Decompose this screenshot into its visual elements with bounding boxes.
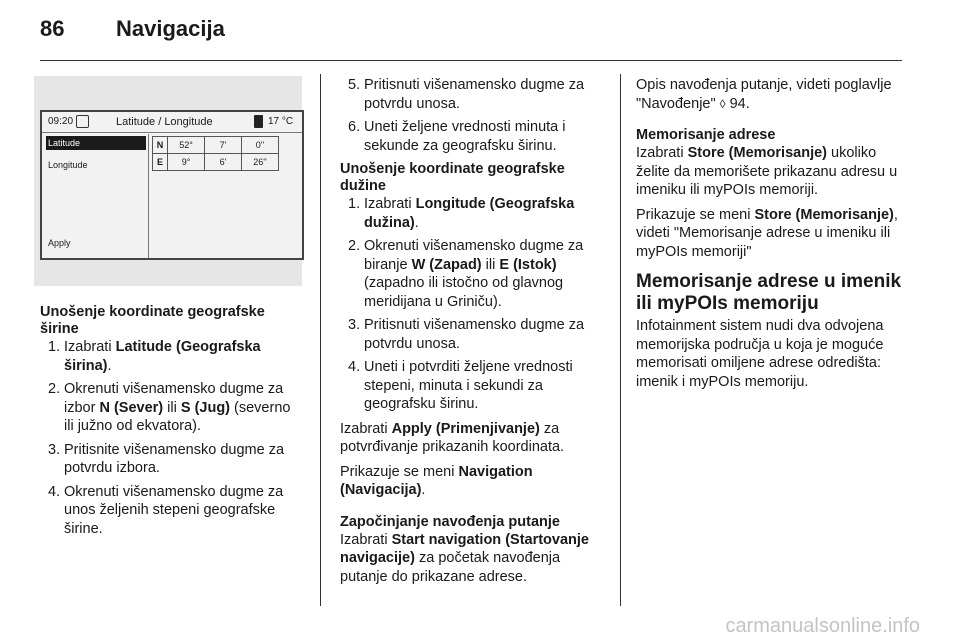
coord-sec: 26'': [242, 154, 279, 171]
step-bold: N (Sever): [99, 399, 164, 416]
step-text: (severno ili južno od ekvatora).: [64, 399, 291, 434]
para-text: 94.: [725, 95, 750, 112]
list-item: [340, 316, 608, 353]
screen-title: Latitude / Longitude: [116, 116, 213, 128]
para-bold: Start navigation (Startovanje navigacije): [340, 531, 589, 566]
heading-line: Unošenje koordinate geografske: [340, 161, 565, 177]
screen-menu-longitude: Longitude: [48, 160, 88, 170]
para-text: Prikazuje se meni: [636, 206, 755, 223]
para-text: Opis navođenja putanje, videti poglavlje "Navođenje": [636, 77, 892, 112]
step-text: Okrenuti višenamensko dugme za biranje: [364, 238, 584, 273]
clock-icon: [76, 115, 89, 128]
para-text: .: [421, 482, 426, 498]
column-divider: [620, 74, 621, 606]
coord-deg: 52°: [168, 137, 205, 154]
screen-separator: [148, 134, 149, 258]
step-text: Izabrati: [364, 196, 416, 212]
step-number: 6.: [348, 119, 361, 135]
list-item: [340, 76, 608, 113]
longitude-heading: [340, 161, 608, 195]
list-item: [340, 195, 608, 232]
screen-apply: Apply: [48, 238, 71, 248]
store-address-heading: Memorisanje adrese: [636, 127, 776, 143]
coord-min: 6': [205, 154, 242, 171]
latitude-heading: [40, 304, 300, 338]
list-item: [40, 483, 300, 539]
store-menu-paragraph: [636, 206, 908, 262]
step-number: 3.: [48, 441, 61, 458]
para-text: za potvrđivanje prikazanih koordinata.: [340, 420, 565, 455]
step-text: ili: [163, 399, 181, 416]
step-number: 4.: [48, 483, 61, 500]
heading-line: širine: [40, 321, 79, 337]
step-text: Pritisnuti višenamensko dugme za potvrdu unosa.: [364, 317, 585, 352]
step-bold: Longitude (Geografska dužina): [364, 196, 575, 231]
step-number: 2.: [348, 238, 361, 254]
para-text: , videti "Memorisanje adrese u imeniku ili myPOIs memoriji": [636, 206, 898, 260]
step-bold: Latitude (Geografska širina): [64, 339, 261, 374]
coord-row: [153, 137, 279, 154]
screen-menu-latitude: Latitude: [46, 136, 146, 150]
step-text: Okrenuti višenamensko dugme za izbor: [64, 381, 284, 416]
column-3: [636, 76, 908, 397]
coord-min: 7': [205, 137, 242, 154]
step-text: Pritisnite višenamensko dugme za potvrdu izbora.: [64, 441, 285, 476]
navigation-paragraph: [340, 463, 608, 500]
screen-status-bar: [42, 112, 302, 133]
step-text: Okrenuti višenamensko dugme za unos željenih stepeni geografske širine.: [64, 483, 284, 537]
coord-deg: 9°: [168, 154, 205, 171]
page-number: 86: [40, 16, 65, 41]
para-bold: Store (Memorisanje): [687, 145, 827, 161]
para-text: Izabrati: [636, 145, 688, 161]
apply-paragraph: [340, 420, 608, 457]
store-paragraph: [636, 144, 908, 200]
intro-paragraph: [636, 76, 908, 113]
step-bold: E (Istok): [499, 256, 557, 273]
screen-temperature: 17 °C: [268, 116, 294, 127]
header-rule: [40, 60, 902, 61]
para-text: ukoliko želite da memorišete prikazanu adresu u imeniku ili myPOIs memoriji.: [636, 145, 898, 198]
step-text: .: [414, 214, 419, 231]
para-text: Izabrati: [340, 420, 392, 437]
screen-time: 09:20: [48, 116, 74, 127]
section-heading: Memorisanje adrese u imenik ili myPOIs memoriju: [636, 271, 902, 314]
step-number: 2.: [48, 381, 61, 397]
list-item: [40, 338, 300, 375]
longitude-steps: [340, 195, 608, 414]
column-divider: [320, 74, 321, 606]
section-paragraph: Infotainment sistem nudi dva odvojena memorijska područja u koja je moguće memorisati omiljene adrese odredišta: imenik i myPOIs memoriju.: [636, 318, 884, 390]
list-item: [40, 441, 300, 478]
step-bold: W (Zapad): [411, 256, 482, 273]
para-text: za početak navođenja putanje do prikazane adrese.: [340, 550, 561, 585]
step-text: .: [107, 357, 112, 374]
step-number: 3.: [348, 317, 361, 333]
step-bold: S (Jug): [180, 399, 231, 416]
coordinate-table: [152, 136, 279, 171]
column-2: [340, 76, 608, 592]
start-navigation-paragraph: [340, 531, 608, 587]
step-text: (zapadno ili istočno od glavnog meridijana u Griniču).: [364, 275, 564, 310]
latitude-steps-continued: [340, 76, 608, 155]
coord-dir: E: [153, 154, 168, 171]
step-text: Uneti željene vrednosti minuta i sekunde za geografsku širinu.: [364, 119, 566, 154]
list-item: [340, 118, 608, 155]
watermark: carmanualsonline.info: [725, 615, 920, 637]
start-navigation-heading: Započinjanje navođenja putanje: [340, 513, 560, 530]
para-bold: Store (Memorisanje): [754, 206, 894, 223]
coord-sec: 0'': [242, 137, 279, 154]
list-item: [340, 358, 608, 414]
step-text: ili: [481, 256, 500, 273]
para-bold: Navigation (Navigacija): [340, 463, 533, 498]
step-text: Pritisnuti višenamensko dugme za potvrdu unosa.: [364, 77, 585, 112]
list-item: [40, 380, 300, 436]
para-text: Izabrati: [340, 531, 392, 548]
step-text: Uneti i potvrditi željene vrednosti stepeni, minuta i sekundi za geografsku širinu.: [364, 359, 573, 412]
step-number: 5.: [348, 77, 361, 93]
coord-row: [153, 154, 279, 171]
list-item: [340, 237, 608, 311]
para-text: Prikazuje se meni: [340, 463, 459, 480]
latitude-steps: [40, 338, 300, 538]
page-title: Navigacija: [116, 16, 225, 41]
page-header: [40, 16, 225, 42]
para-bold: Apply (Primenjivanje): [391, 420, 540, 437]
step-text: Izabrati: [64, 339, 116, 355]
column-1: [40, 304, 300, 544]
heading-line: dužine: [340, 178, 386, 194]
step-number: 4.: [348, 359, 361, 375]
page-reference-icon: ◊: [719, 96, 726, 111]
phone-icon: [254, 115, 263, 128]
step-number: 1.: [348, 196, 361, 212]
step-number: 1.: [48, 339, 61, 355]
heading-line: Unošenje koordinate geografske: [40, 304, 265, 320]
coord-dir: N: [153, 137, 168, 154]
device-screenshot: [40, 110, 304, 260]
